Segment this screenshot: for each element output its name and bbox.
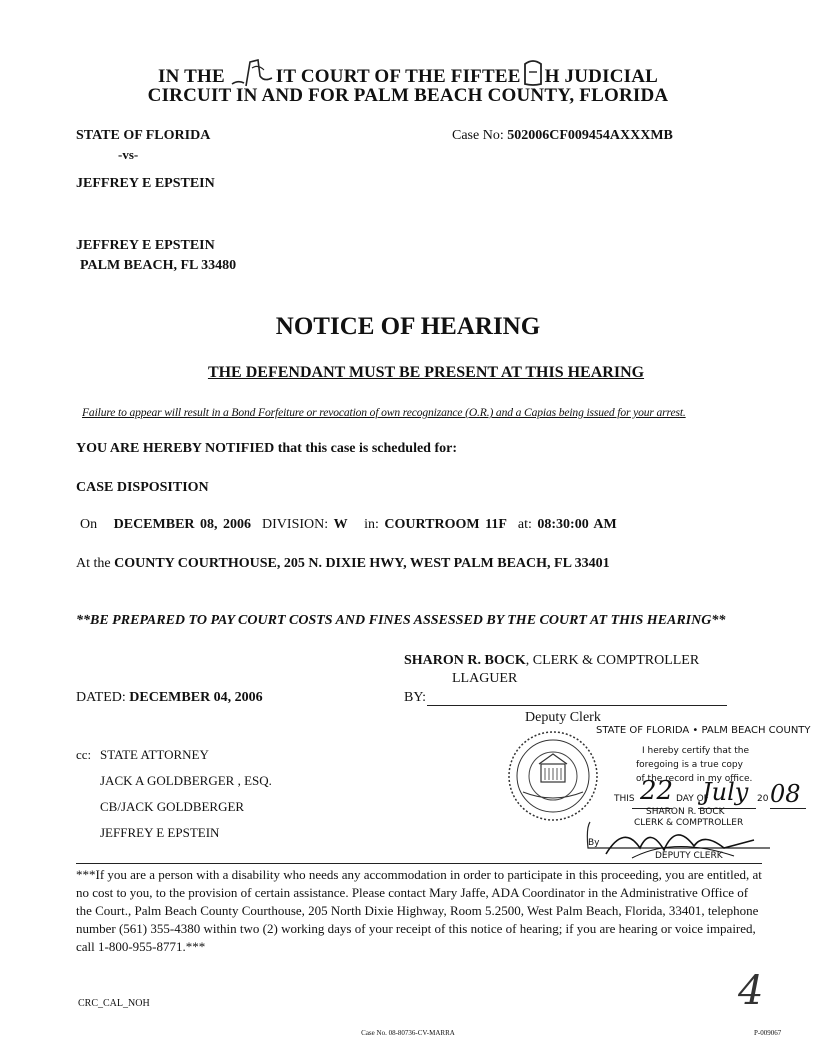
handwritten-mark-icon — [521, 58, 545, 88]
address-name: JEFFREY E EPSTEIN — [76, 238, 215, 253]
case-number — [452, 128, 673, 144]
cert-line5-20: 20 — [757, 794, 769, 804]
hearing-date: DECEMBER 08, 2006 — [113, 517, 252, 532]
signature-line — [427, 705, 727, 706]
cc-recipient: JACK A GOLDBERGER , ESQ. — [100, 773, 272, 788]
deputy-clerk-title: Deputy Clerk — [525, 710, 601, 725]
cert-line5-this: THIS — [614, 794, 635, 804]
handwritten-month: July — [702, 778, 749, 806]
notice-subtitle: THE DEFENDANT MUST BE PRESENT AT THIS HEARING — [207, 364, 645, 381]
plaintiff: STATE OF FLORIDA — [76, 128, 211, 143]
cert-deputy-label: DEPUTY CLERK — [655, 851, 723, 861]
handwritten-day: 22 — [640, 776, 674, 806]
cert-clerk-name: SHARON R. BOCK — [646, 807, 725, 817]
clerk-signature-block — [404, 653, 699, 669]
deputy-name: LLAGUER — [452, 671, 518, 686]
division-label: DIVISION: — [262, 517, 329, 532]
cert-line5-dayof: DAY OF — [676, 794, 709, 804]
cert-line2: I hereby certify that the — [642, 746, 750, 756]
header-text-part3: H JUDICIAL — [544, 66, 658, 87]
case-number-value: 502006CF009454AXXXMB — [507, 128, 673, 143]
defendant: JEFFREY E EPSTEIN — [76, 176, 215, 191]
hearing-time: 08:30:00 AM — [537, 517, 617, 532]
cert-clerk-title: CLERK & COMPTROLLER — [634, 818, 744, 828]
header-text-part2: IT COURT OF THE FIFTEE — [275, 66, 521, 87]
county-seal-icon — [505, 728, 601, 824]
ada-notice: ***If you are a person with a disability who needs any accommodation in order to participate in this proceeding, you are entitled, at no cost to you, to the provision of certain assistance. Please contact Mary Jaffe, ADA Coordinator in the Administrative Office of the Court., Palm Beach County Courthouse, 205 North Dixie Highway, Room 5.2500, West Palm Beach, Florida, 33401, telephone number (561) 355-4380 within two (2) working days of your receipt of this notice of hearing; if you are hearing or voice impaired, call 1-800-955-8771.*** — [76, 867, 762, 954]
location-address: COUNTY COURTHOUSE, 205 N. DIXIE HWY, WEST PALM BEACH, FL 33401 — [114, 556, 610, 571]
cc-list — [76, 747, 91, 763]
hearing-schedule — [80, 517, 617, 533]
hearing-location — [76, 556, 610, 572]
notified-statement: YOU ARE HEREBY NOTIFIED that this case is scheduled for: — [76, 441, 458, 456]
dated-line — [76, 690, 263, 706]
dated-value: DECEMBER 04, 2006 — [129, 690, 263, 705]
clerk-title: , CLERK & COMPTROLLER — [525, 653, 700, 668]
handwritten-year: 08 — [770, 780, 801, 808]
cc-label: cc: — [76, 747, 92, 762]
header-text-part1: IN THE — [157, 66, 225, 87]
cert-line3: foregoing is a true copy — [636, 760, 743, 770]
page-reference: P-009067 — [754, 1029, 782, 1037]
dated-label: DATED: — [76, 690, 126, 705]
case-reference: Case No. 08-80736-CV-MARRA — [361, 1029, 455, 1037]
court-header-line2: CIRCUIT IN AND FOR PALM BEACH COUNTY, FLORIDA — [147, 85, 669, 106]
location-prefix: At the — [76, 556, 111, 571]
ada-divider — [76, 863, 762, 864]
in-label: in: — [364, 517, 379, 532]
notice-title: NOTICE OF HEARING — [275, 313, 541, 340]
cert-line1: STATE OF FLORIDA • PALM BEACH COUNTY — [596, 725, 811, 736]
form-code: CRC_CAL_NOH — [78, 998, 150, 1009]
cert-year-line — [770, 808, 806, 809]
courtroom: COURTROOM 11F — [384, 517, 507, 532]
costs-notice: **BE PREPARED TO PAY COURT COSTS AND FINES ASSESSED BY THE COURT AT THIS HEARING** — [76, 613, 726, 628]
versus: -vs- — [118, 147, 139, 162]
division-value: W — [333, 517, 348, 532]
on-label: On — [80, 517, 98, 532]
by-label: BY: — [404, 690, 427, 705]
handwritten-mark-icon — [230, 58, 276, 88]
case-label: Case No: — [452, 128, 504, 143]
at-label: at: — [517, 517, 532, 532]
failure-warning: Failure to appear will result in a Bond Forfeiture or revocation of own recognizance (O.R.) and a Capias being issued for your arrest. — [82, 406, 686, 419]
clerk-name: SHARON R. BOCK — [404, 653, 526, 668]
cc-recipient: STATE ATTORNEY — [100, 747, 209, 762]
address-city: PALM BEACH, FL 33480 — [80, 258, 237, 273]
cert-line4: of the record in my office. — [636, 774, 753, 784]
cert-by-label: By — [588, 838, 600, 848]
court-header-line1 — [0, 58, 816, 88]
hearing-type: CASE DISPOSITION — [76, 480, 209, 495]
cc-recipient: JEFFREY E EPSTEIN — [100, 825, 220, 840]
cc-recipient: CB/JACK GOLDBERGER — [100, 799, 245, 814]
handwritten-page-mark: 4 — [738, 968, 764, 1014]
